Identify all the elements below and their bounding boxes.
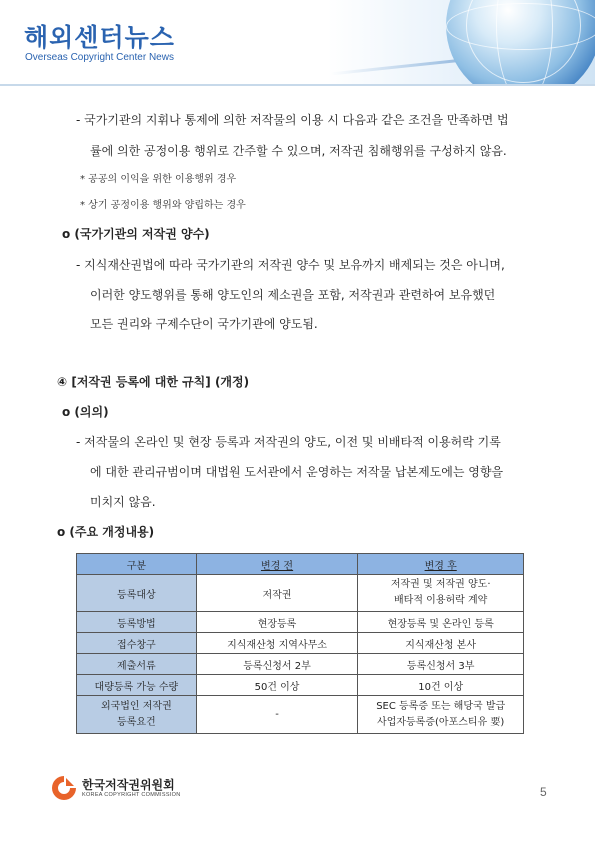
header-divider — [0, 84, 595, 86]
paragraph-3-line-2: 에 대한 관리규범이며 대법원 도서관에서 운영하는 저작물 납본제도에는 영향을 — [90, 465, 504, 479]
page-number: 5 — [540, 785, 547, 799]
row-after — [358, 696, 524, 734]
paragraph-2-line-1: - 지식재산권법에 따라 국가기관의 저작권 양수 및 보유까지 배제되는 것은 아니며, — [76, 258, 505, 272]
table-row — [77, 675, 524, 696]
row-before: 저작권 — [196, 575, 358, 612]
heading-transfer: o (국가기관의 저작권 양수) — [62, 227, 210, 241]
row-label: 등록방법 — [77, 612, 197, 633]
newsletter-title: 해외센터뉴스 — [24, 23, 175, 52]
row-before: 지식재산청 지역사무소 — [196, 633, 358, 654]
row-after — [358, 575, 524, 612]
section-4-heading: ④ [저작권 등록에 대한 규칙] (개정) — [57, 375, 250, 389]
row-before: - — [196, 696, 358, 734]
table-row — [77, 633, 524, 654]
header-category: 구분 — [77, 554, 197, 575]
row-label: 접수창구 — [77, 633, 197, 654]
commission-logo-icon — [50, 774, 78, 802]
page-header — [0, 0, 595, 86]
paragraph-1-line-1: - 국가기관의 지휘나 통제에 의한 저작물의 이용 시 다음과 같은 조건을 만족하면 법 — [76, 113, 509, 127]
row-after-line-1: SEC 등록증 또는 해당국 발급 — [376, 700, 506, 712]
heading-meaning: o (의의) — [62, 405, 109, 419]
table-row — [77, 575, 524, 612]
row-label: 제출서류 — [77, 654, 197, 675]
header-after: 변경 후 — [358, 554, 524, 575]
globe-image — [446, 0, 595, 86]
paragraph-2-line-2: 이러한 양도행위를 통해 양도인의 제소권을 포함, 저작권과 관련하여 보유했던 — [90, 288, 496, 302]
row-label — [77, 696, 197, 734]
header-before: 변경 전 — [196, 554, 358, 575]
heading-revision: o (주요 개정내용) — [57, 525, 155, 539]
paragraph-2-line-3: 모든 권리와 구제수단이 국가기관에 양도됨. — [90, 317, 318, 331]
row-before: 50건 이상 — [196, 675, 358, 696]
row-before: 등록신청서 2부 — [196, 654, 358, 675]
row-label-line-1: 외국법인 저작권 — [100, 700, 172, 712]
row-after-line-2: 사업자등록증(아포스티유 要) — [377, 716, 505, 728]
table-row — [77, 654, 524, 675]
row-after: 지식재산청 본사 — [358, 633, 524, 654]
row-label: 대량등록 가능 수량 — [77, 675, 197, 696]
paragraph-3-line-1: - 저작물의 온라인 및 현장 등록과 저작권의 양도, 이전 및 비배타적 이용허락 기록 — [76, 435, 501, 449]
table-row — [77, 696, 524, 734]
table-row — [77, 612, 524, 633]
newsletter-subtitle: Overseas Copyright Center News — [25, 52, 174, 63]
footer-org-name-en: KOREA COPYRIGHT COMMISSION — [82, 792, 181, 798]
row-before: 현장등록 — [196, 612, 358, 633]
row-after-line-2: 배타적 이용허락 계약 — [394, 595, 488, 606]
row-after-line-1: 저작권 및 저작권 양도· — [390, 579, 491, 590]
row-after: 등록신청서 3부 — [358, 654, 524, 675]
row-after: 10건 이상 — [358, 675, 524, 696]
row-label-line-2: 등록요건 — [117, 716, 156, 728]
note-1: * 공공의 이익을 위한 이용행위 경우 — [80, 174, 237, 185]
row-label: 등록대상 — [77, 575, 197, 612]
footer-org-name: 한국저작권위원회 — [82, 778, 175, 792]
paragraph-1-line-2: 률에 의한 공정이용 행위로 간주할 수 있으며, 저작권 침해행위를 구성하지 않음. — [90, 144, 507, 158]
revision-table — [76, 553, 524, 734]
note-2: * 상기 공정이용 행위와 양립하는 경우 — [80, 200, 246, 211]
paragraph-3-line-3: 미치지 않음. — [90, 495, 156, 509]
table-header-row — [77, 554, 524, 575]
row-after: 현장등록 및 온라인 등록 — [358, 612, 524, 633]
